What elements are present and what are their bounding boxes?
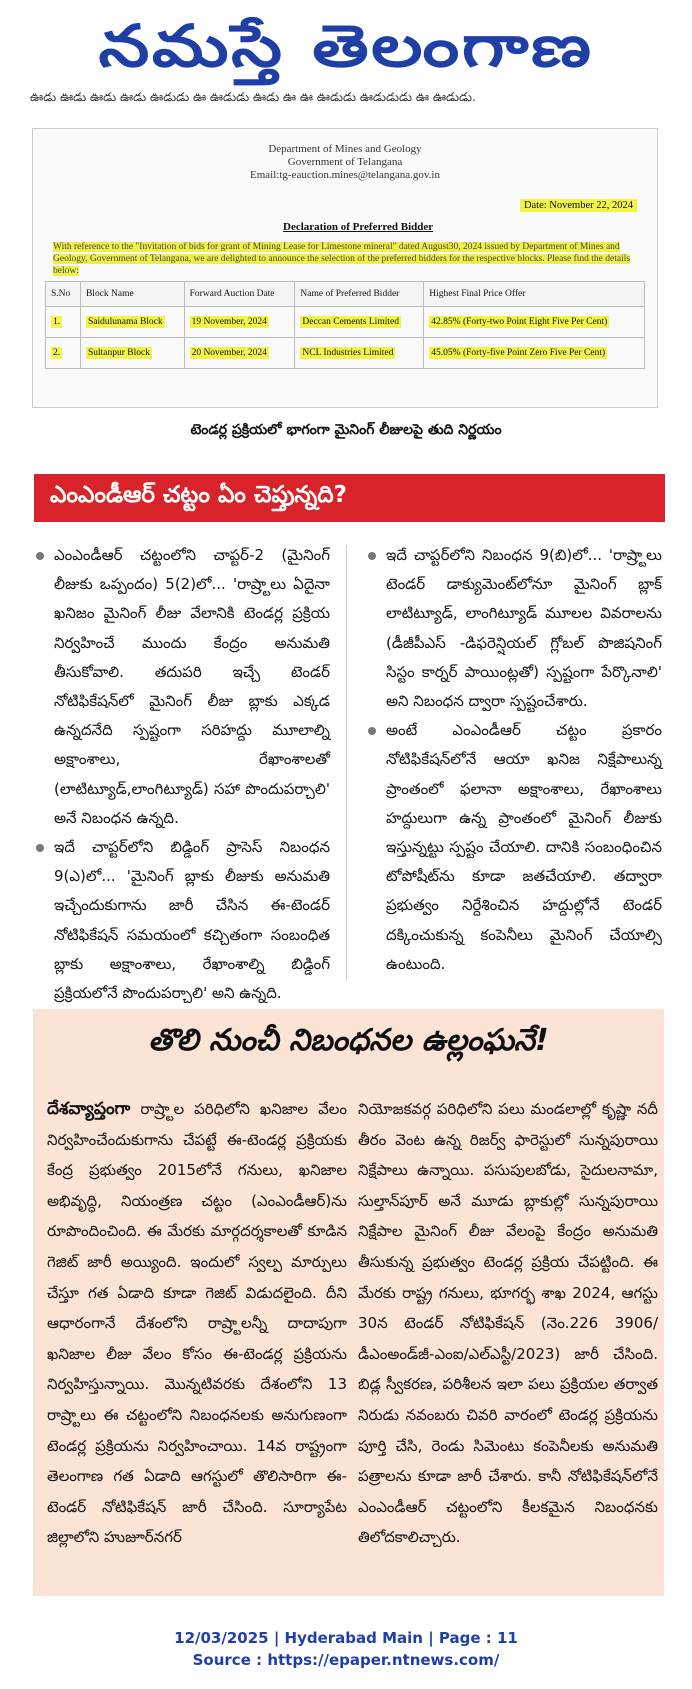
cell-sno: 1. (46, 307, 81, 338)
table-row (46, 338, 645, 369)
col-block: Block Name (80, 282, 184, 307)
government-name: Government of Telangana (287, 156, 403, 168)
document-photo (32, 128, 658, 408)
cell-block: Saidulunama Block (80, 307, 184, 338)
footer-source: Source : https://epaper.ntnews.com/ (192, 1651, 500, 1669)
bidder-table (45, 281, 645, 369)
cell-date: 20 November, 2024 (184, 338, 295, 369)
cell-offer: 42.85% (Forty-two Point Eight Five Per Cent) (424, 307, 645, 338)
sidebar-text-1: రాష్ర్టాల పరిధిలోని ఖనిజాల వేలం నిర్వహించేందుకుగాను చేపట్టే ఈ-టెండర్ల ప్రక్రియకు కేంద్ర ప్రభుత్వం 2015లోనే గనులు, ఖనిజాల అభివృద్ధి, నియంత్రణ చట్టం (ఎంఎండీఆర్)ను రూపొందించింది. ఈ మేరకు మార్గదర్శకాలతో కూడిన గెజిట్ జారీ అయ్యింది. ఇందులో స్వల్ప మార్పులు చేస్తూ గత ఏడాది కూడా గెజిట్ విడుదలైంది. దీని ఆధారంగానే దేశంలోని రాష్ర్టాలన్నీ దాదాపుగా ఖనిజాల లీజు వేలం కోసం ఈ-టెండర్ల ప్రక్రియను నిర్వహిస్తున్నాయి. మొన్నటివరకు దేశంలోని 13 రాష్ర్టాలు ఈ చట్టంలోని నిబంధనలకు అనుగుణంగా టెండర్ల ప్రక్రియను నిర్వహించాయి. 14వ రాష్ట్రంగా తెలంగాణ గత ఏడాది ఆగస్టులో తొలిసారిగా ఈ-టెండర్ నోటిఫికేషన్ జారీ చేసింది. సూర్యాపేట జిల్లాలోని హుజూర్‌నగర్ (47, 1100, 347, 1547)
table-row (46, 307, 645, 338)
right-column (366, 541, 662, 979)
sidebar-column-1 (47, 1094, 347, 1553)
declaration-intro (53, 241, 643, 277)
bullet-paragraph: అంటే ఎంఎండీఆర్ చట్టం ప్రకారం నోటిఫికేషన్‌లోనే ఆయా ఖనిజ నిక్షేపాలున్న ప్రాంతంలో ఫలానా అక్షాంశాలు, రేఖాంశాలు హద్దులుగా ఉన్న ప్రాంతంలో మైనింగ్ లీజుకు ఇస్తున్నట్టు స్పష్టం చేయాలి. దానికి సంబంధించిన టోపోషీట్‌ను కూడా జతచేయాలి. తద్వారా ప్రభుత్వం నిర్దేశించిన హద్దుల్లోనే టెండర్ దక్కించుకున్న కంపెనీలు మైనింగ్ చేయాల్సి ఉంటుంది. (366, 716, 662, 979)
cell-date: 19 November, 2024 (184, 307, 295, 338)
col-sno: S.No (46, 282, 81, 307)
cut-off-text-line: ఊడు ఊడు ఊడు ఊడు ఊడుడు ఊ ఊడుడు ఊడు ఊ ఊ ఊడుడు ఊడుడుడు ఊ ఊడుడు. (30, 90, 476, 104)
declaration-title: Declaration of Preferred Bidder (283, 221, 434, 233)
cell-offer: 45.05% (Forty-five Point Zero Five Per Cent) (424, 338, 645, 369)
cell-bidder: NCL Industries Limited (295, 338, 424, 369)
department-name: Department of Mines and Geology (268, 143, 422, 155)
lead-word: దేశవ్యాప్తంగా (47, 1099, 131, 1119)
cell-sno: 2. (46, 338, 81, 369)
sidebar-headline: తొలి నుంచీ నిబంధనల ఉల్లంఘనే! (148, 1023, 549, 1058)
highlighted-intro: With reference to the "Invitation of bids for grant of Mining Lease for Limestone mineral" dated August30, 2024 issued by Department of Mines and Geology, Government of Telangana, we are delighted to announce the selection of the preferred bidders for the respective blocks. Please find the details below: (53, 242, 631, 276)
document-date: Date: November 22, 2024 (520, 199, 637, 212)
footer-edition: 12/03/2025 | Hyderabad Main | Page : 11 (174, 1629, 518, 1647)
col-date: Forward Auction Date (184, 282, 295, 307)
masthead (0, 0, 692, 92)
sidebar-article (33, 1009, 664, 1596)
left-column (34, 541, 330, 1008)
col-bidder: Name of Preferred Bidder (295, 282, 424, 307)
col-offer: Highest Final Price Offer (424, 282, 645, 307)
bullet-paragraph: ఎంఎండీఆర్ చట్టంలోని చాప్టర్-2 (మైనింగ్ లీజుకు ఒప్పందం) 5(2)లో... 'రాష్ర్టాలు ఏదైనా ఖనిజం మైనింగ్ లీజు వేలానికి టెండర్ల ప్రక్రియ నిర్వహించే ముందు కేంద్రం అనుమతి తీసుకోవాలి. తదుపరి ఇచ్చే టెండర్ నోటిఫికేషన్‌లో మైనింగ్ లీజు బ్లాకు ఎక్కడ ఉన్నదనేది స్పష్టంగా సరిహద్దు మూలాల్ని అక్షాంశాలు, రేఖాంశాలతో (లాటిట్యూడ్,లాంగిట్యూడ్) సహా పొందుపర్చాలి' అనే నిబంధన ఉన్నది. (34, 541, 330, 833)
newspaper-logo: నమస్తే తెలంగాణ (98, 12, 594, 80)
bullet-paragraph: ఇదే చాప్టర్‌లోని నిబంధన 9(బి)లో... 'రాష్ర్టాలు టెండర్ డాక్యుమెంట్‌లోనూ మైనింగ్ బ్లాక్ లాటిట్యూడ్, లాంగిట్యూడ్ మూలల వివరాలను (డీజీపీఎస్ -డిఫరెన్షియల్ గ్లోబల్ పొజిషనింగ్ సిస్టం కార్నర్ పాయింట్లతో) స్పష్టంగా పేర్కొనాలి' అని నిబంధన ద్వారా స్పష్టంచేశారు. (366, 541, 662, 716)
bullet-paragraph: ఇదే చాప్టర్‌లోని బిడ్డింగ్ ప్రాసెస్ నిబంధన 9(ఎ)లో... 'మైనింగ్ బ్లాకు లీజుకు అనుమతి ఇచ్చేందుకుగాను జారీ చేసిన ఈ-టెండర్ నోటిఫికేషన్ సమయంలో కచ్చితంగా సంబంధిత బ్లాకు అక్షాంశాలు, రేఖాంశాల్ని బిడ్డింగ్ ప్రక్రియలోనే పొందుపర్చాలి' అని ఉన్నది. (34, 833, 330, 1008)
cell-block: Sultanpur Block (80, 338, 184, 369)
document-header (33, 143, 657, 182)
page-footer (0, 1627, 692, 1671)
cell-bidder: Deccan Cements Limited (295, 307, 424, 338)
photo-caption: టెండర్ల ప్రక్రియలో భాగంగా మైనింగ్ లీజులపై తుది నిర్ణయం (190, 422, 502, 438)
sidebar-column-2: నియోజకవర్గ పరిధిలోని పలు మండలాల్లో కృష్ణా నదీ తీరం వెంట ఉన్న రిజర్వ్ ఫారెస్టులో సున్నపురాయి నిక్షేపాలు ఉన్నాయి. పసుపులబోడు, సైదులనామా, సుల్తాన్‌పూర్ అనే మూడు బ్లాకుల్లో సున్నపురాయి నిక్షేపాల మైనింగ్ లీజు వేలంపై కేంద్రం అనుమతి తీసుకున్న ప్రభుత్వం టెండర్ల ప్రక్రియ చేపట్టింది. ఈ మేరకు రాష్ట్ర గనులు, భూగర్భ శాఖ 2024, ఆగస్టు 30న టెండర్ నోటిఫికేషన్ (నెం.226 3906/డీఎంఅండ్‌జీ-ఎంఐ/ఎల్‌ఎస్టీ/2023) జారీ చేసింది. బిడ్ల స్వీకరణ, పరిశీలన ఇలా పలు ప్రక్రియల తర్వాత నిరుడు నవంబరు చివరి వారంలో టెండర్ల ప్రక్రియను పూర్తి చేసి, రెండు సిమెంటు కంపెనీలకు అనుమతి పత్రాలను కూడా జారీ చేశారు. కానీ నోటిఫికేషన్‌లోనే ఎంఎండీఆర్ చట్టంలోని కీలకమైన నిబంధనకు తిలోదకాలిచ్చారు. (358, 1100, 658, 1547)
table-header-row (46, 282, 645, 307)
section-banner (34, 474, 665, 522)
banner-title: ఎంఎండీఆర్ చట్టం ఏం చెప్తున్నది? (50, 482, 347, 508)
department-email: Email:tg-eauction.mines@telangana.gov.in (250, 169, 440, 181)
column-divider (346, 545, 347, 981)
